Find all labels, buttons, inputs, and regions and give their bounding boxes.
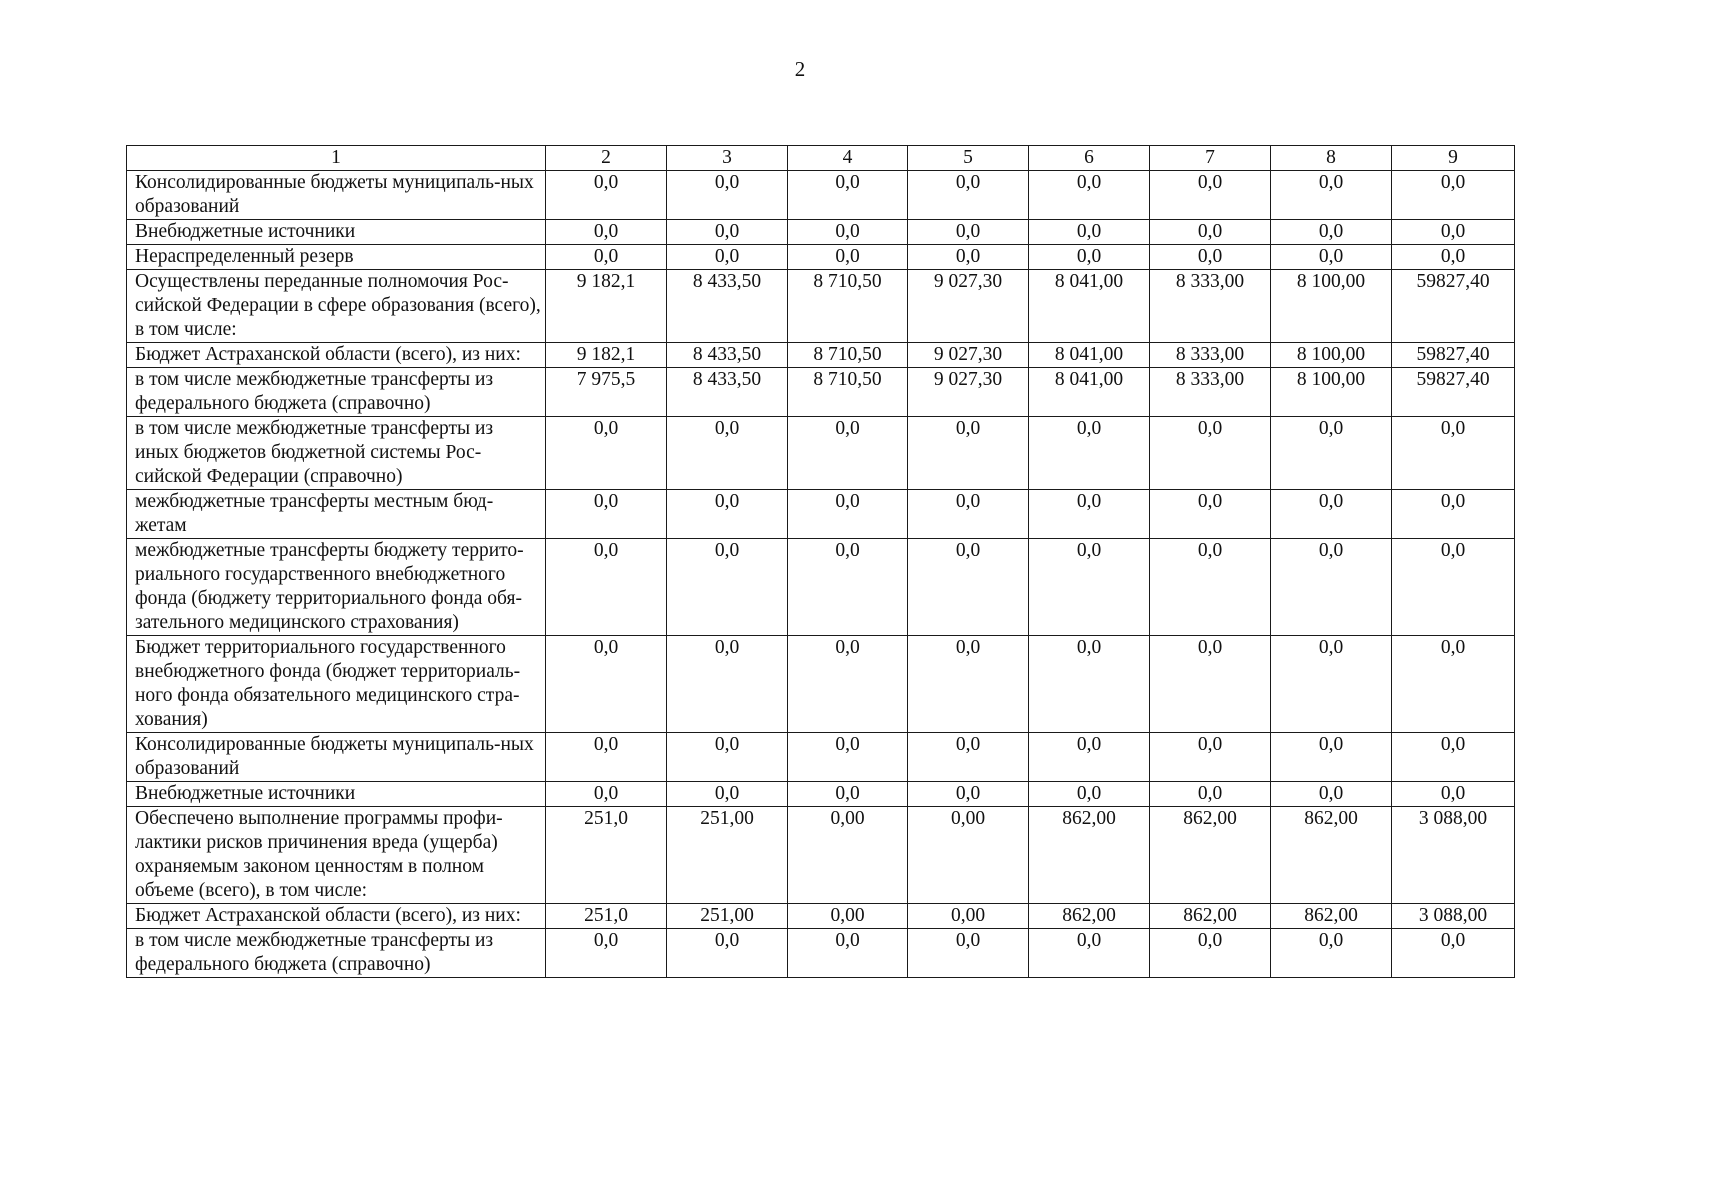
- value-cell: 0,0: [908, 245, 1029, 270]
- table-row: [127, 490, 1515, 539]
- value-cell: 59827,40: [1392, 270, 1515, 343]
- value-cell: 0,0: [1150, 539, 1271, 636]
- value-cell: 8 333,00: [1150, 368, 1271, 417]
- value-cell: 0,0: [908, 490, 1029, 539]
- value-cell: 9 182,1: [546, 270, 667, 343]
- value-cell: 0,0: [788, 636, 908, 733]
- value-cell: 0,0: [1392, 171, 1515, 220]
- table-row: [127, 368, 1515, 417]
- value-cell: 0,0: [788, 929, 908, 978]
- value-cell: 0,0: [1392, 490, 1515, 539]
- value-cell: 0,0: [788, 490, 908, 539]
- table-row: [127, 171, 1515, 220]
- value-cell: 0,0: [908, 539, 1029, 636]
- value-cell: 59827,40: [1392, 343, 1515, 368]
- value-cell: 0,0: [1150, 417, 1271, 490]
- value-cell: 0,0: [1271, 733, 1392, 782]
- value-cell: 0,0: [546, 636, 667, 733]
- row-label: Внебюджетные источники: [127, 220, 546, 245]
- value-cell: 0,0: [1271, 171, 1392, 220]
- value-cell: 0,0: [1392, 539, 1515, 636]
- value-cell: 0,0: [667, 171, 788, 220]
- value-cell: 0,0: [1392, 220, 1515, 245]
- value-cell: 8 041,00: [1029, 343, 1150, 368]
- value-cell: 0,0: [788, 220, 908, 245]
- value-cell: 0,0: [1392, 782, 1515, 807]
- value-cell: 0,0: [1150, 171, 1271, 220]
- value-cell: 8 100,00: [1271, 343, 1392, 368]
- table-row: [127, 733, 1515, 782]
- row-label: межбюджетные трансферты местным бюд-жетам: [127, 490, 546, 539]
- value-cell: 0,0: [1029, 490, 1150, 539]
- value-cell: 9 027,30: [908, 368, 1029, 417]
- table-header-row: [127, 146, 1515, 171]
- row-label: в том числе межбюджетные трансферты из федерального бюджета (справочно): [127, 929, 546, 978]
- row-label: Консолидированные бюджеты муниципаль-ных образований: [127, 733, 546, 782]
- value-cell: 0,0: [1271, 417, 1392, 490]
- value-cell: 8 433,50: [667, 270, 788, 343]
- value-cell: 0,0: [908, 171, 1029, 220]
- value-cell: 8 433,50: [667, 343, 788, 368]
- value-cell: 7 975,5: [546, 368, 667, 417]
- value-cell: 0,0: [788, 539, 908, 636]
- value-cell: 0,0: [546, 490, 667, 539]
- value-cell: 8 041,00: [1029, 368, 1150, 417]
- value-cell: 0,0: [546, 171, 667, 220]
- column-header: 4: [788, 146, 908, 171]
- value-cell: 0,00: [908, 904, 1029, 929]
- value-cell: 862,00: [1150, 904, 1271, 929]
- value-cell: 0,0: [667, 417, 788, 490]
- column-header: 1: [127, 146, 546, 171]
- value-cell: 0,0: [1392, 417, 1515, 490]
- table-row: [127, 220, 1515, 245]
- value-cell: 0,0: [1392, 636, 1515, 733]
- table-row: [127, 782, 1515, 807]
- row-label: в том числе межбюджетные трансферты из иных бюджетов бюджетной системы Рос-сийской Федерации (справочно): [127, 417, 546, 490]
- column-header: 6: [1029, 146, 1150, 171]
- value-cell: 0,0: [546, 929, 667, 978]
- value-cell: 862,00: [1271, 807, 1392, 904]
- value-cell: 0,0: [1029, 245, 1150, 270]
- value-cell: 0,0: [788, 417, 908, 490]
- value-cell: 0,0: [1271, 782, 1392, 807]
- value-cell: 8 100,00: [1271, 270, 1392, 343]
- table-row: [127, 929, 1515, 978]
- value-cell: 0,0: [1029, 539, 1150, 636]
- value-cell: 0,0: [546, 220, 667, 245]
- value-cell: 251,00: [667, 904, 788, 929]
- value-cell: 862,00: [1271, 904, 1392, 929]
- value-cell: 8 333,00: [1150, 270, 1271, 343]
- value-cell: 0,0: [788, 171, 908, 220]
- value-cell: 0,0: [1271, 539, 1392, 636]
- value-cell: 0,0: [1392, 929, 1515, 978]
- row-label: Бюджет Астраханской области (всего), из них:: [127, 343, 546, 368]
- row-label: межбюджетные трансферты бюджету террито-риального государственного внебюджетного фонда (бюджету территориального фонда обя-зательного медицинского страхования): [127, 539, 546, 636]
- value-cell: 0,0: [1271, 490, 1392, 539]
- value-cell: 0,0: [1029, 733, 1150, 782]
- row-label: Осуществлены переданные полномочия Рос-сийской Федерации в сфере образования (всего), в том числе:: [127, 270, 546, 343]
- value-cell: 0,0: [546, 417, 667, 490]
- value-cell: 8 710,50: [788, 270, 908, 343]
- row-label: Внебюджетные источники: [127, 782, 546, 807]
- value-cell: 0,0: [667, 245, 788, 270]
- value-cell: 0,0: [1150, 733, 1271, 782]
- value-cell: 8 433,50: [667, 368, 788, 417]
- row-label: Обеспечено выполнение программы профи-лактики рисков причинения вреда (ущерба) охраняемым законом ценностям в полном объеме (всего), в том числе:: [127, 807, 546, 904]
- value-cell: 0,00: [788, 807, 908, 904]
- value-cell: 0,00: [788, 904, 908, 929]
- value-cell: 59827,40: [1392, 368, 1515, 417]
- value-cell: 8 333,00: [1150, 343, 1271, 368]
- value-cell: 3 088,00: [1392, 904, 1515, 929]
- value-cell: 0,0: [1029, 220, 1150, 245]
- value-cell: 0,0: [908, 220, 1029, 245]
- value-cell: 0,0: [546, 733, 667, 782]
- value-cell: 0,0: [908, 417, 1029, 490]
- value-cell: 862,00: [1150, 807, 1271, 904]
- value-cell: 0,0: [1392, 733, 1515, 782]
- value-cell: 0,0: [1150, 245, 1271, 270]
- value-cell: 0,0: [667, 490, 788, 539]
- value-cell: 0,0: [1271, 220, 1392, 245]
- value-cell: 3 088,00: [1392, 807, 1515, 904]
- row-label: Бюджет территориального государственного внебюджетного фонда (бюджет территориаль-ного фонда обязательного медицинского стра-хования): [127, 636, 546, 733]
- value-cell: 0,0: [1029, 636, 1150, 733]
- row-label: Консолидированные бюджеты муниципаль-ных образований: [127, 171, 546, 220]
- value-cell: 862,00: [1029, 807, 1150, 904]
- value-cell: 9 182,1: [546, 343, 667, 368]
- row-label: Нераспределенный резерв: [127, 245, 546, 270]
- value-cell: 0,0: [1150, 636, 1271, 733]
- value-cell: 0,0: [1029, 782, 1150, 807]
- value-cell: 0,0: [1150, 782, 1271, 807]
- column-header: 9: [1392, 146, 1515, 171]
- column-header: 7: [1150, 146, 1271, 171]
- value-cell: 0,0: [667, 636, 788, 733]
- table-row: [127, 245, 1515, 270]
- table-row: [127, 636, 1515, 733]
- table-row: [127, 417, 1515, 490]
- value-cell: 0,0: [1029, 929, 1150, 978]
- value-cell: 0,0: [1271, 245, 1392, 270]
- column-header: 8: [1271, 146, 1392, 171]
- value-cell: 0,0: [788, 245, 908, 270]
- value-cell: 0,0: [788, 733, 908, 782]
- table-row: [127, 807, 1515, 904]
- value-cell: 0,0: [546, 245, 667, 270]
- value-cell: 0,0: [667, 733, 788, 782]
- value-cell: 251,00: [667, 807, 788, 904]
- table-row: [127, 904, 1515, 929]
- value-cell: 0,0: [908, 636, 1029, 733]
- column-header: 3: [667, 146, 788, 171]
- value-cell: 0,0: [667, 539, 788, 636]
- value-cell: 0,00: [908, 807, 1029, 904]
- value-cell: 0,0: [546, 539, 667, 636]
- value-cell: 0,0: [667, 929, 788, 978]
- value-cell: 8 100,00: [1271, 368, 1392, 417]
- value-cell: 0,0: [1271, 636, 1392, 733]
- table-row: [127, 343, 1515, 368]
- value-cell: 0,0: [1150, 929, 1271, 978]
- value-cell: 8 710,50: [788, 343, 908, 368]
- row-label: в том числе межбюджетные трансферты из федерального бюджета (справочно): [127, 368, 546, 417]
- table-row: [127, 539, 1515, 636]
- value-cell: 0,0: [1029, 171, 1150, 220]
- row-label: Бюджет Астраханской области (всего), из них:: [127, 904, 546, 929]
- budget-table: [126, 145, 1515, 978]
- value-cell: 8 041,00: [1029, 270, 1150, 343]
- page-number: 2: [794, 57, 806, 81]
- value-cell: 0,0: [908, 733, 1029, 782]
- value-cell: 251,0: [546, 904, 667, 929]
- value-cell: 9 027,30: [908, 343, 1029, 368]
- value-cell: 0,0: [546, 782, 667, 807]
- value-cell: 0,0: [1271, 929, 1392, 978]
- value-cell: 9 027,30: [908, 270, 1029, 343]
- value-cell: 0,0: [1150, 220, 1271, 245]
- column-header: 5: [908, 146, 1029, 171]
- value-cell: 8 710,50: [788, 368, 908, 417]
- value-cell: 0,0: [788, 782, 908, 807]
- value-cell: 251,0: [546, 807, 667, 904]
- value-cell: 0,0: [667, 220, 788, 245]
- value-cell: 0,0: [1150, 490, 1271, 539]
- value-cell: 0,0: [908, 929, 1029, 978]
- value-cell: 0,0: [667, 782, 788, 807]
- table-row: [127, 270, 1515, 343]
- value-cell: 0,0: [1392, 245, 1515, 270]
- value-cell: 0,0: [1029, 417, 1150, 490]
- value-cell: 0,0: [908, 782, 1029, 807]
- value-cell: 862,00: [1029, 904, 1150, 929]
- column-header: 2: [546, 146, 667, 171]
